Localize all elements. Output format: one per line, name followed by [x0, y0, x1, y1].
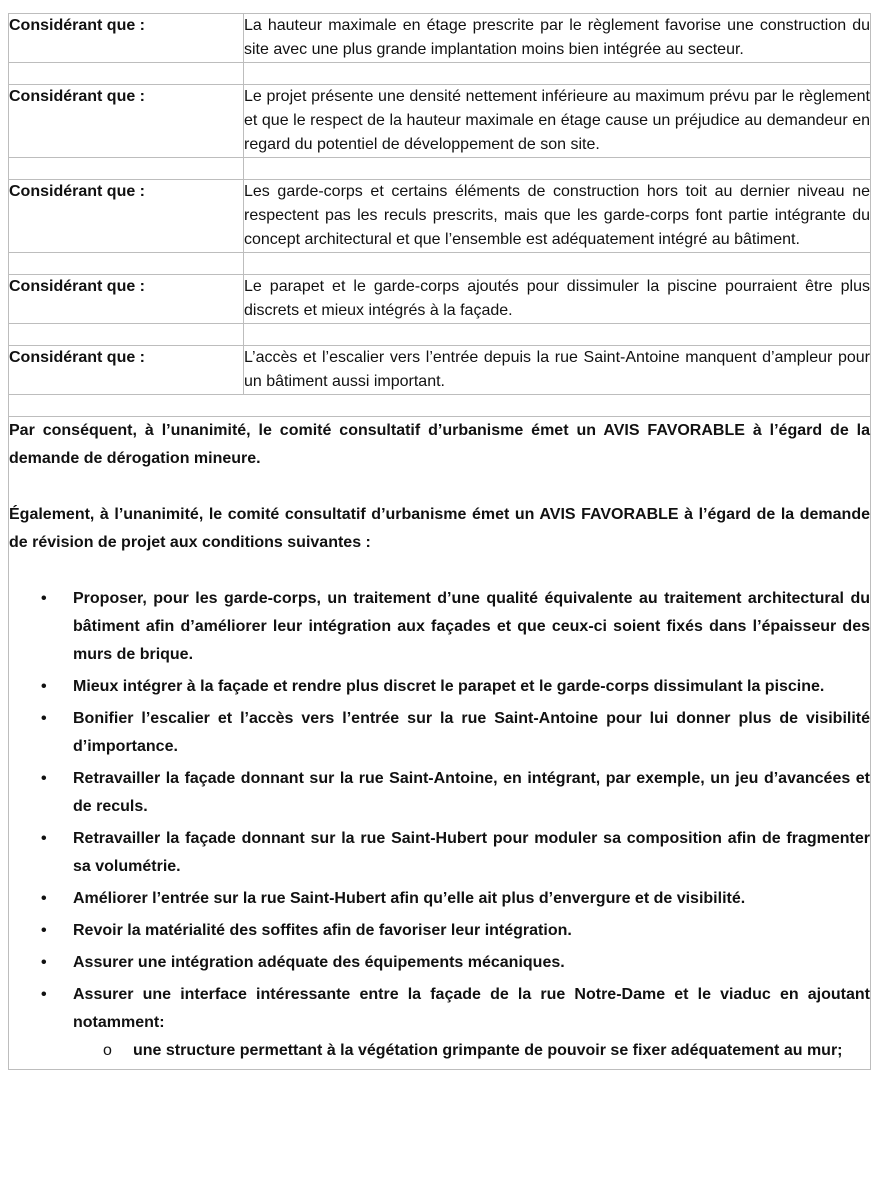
consideration-text: Le projet présente une densité nettement inférieure au maximum prévu par le règlement et que le respect de la hauteur maximale en étage cause un préjudice au demandeur en regard du potentiel de développement de son site. [244, 85, 871, 158]
consideration-row [9, 275, 871, 324]
condition-text: Retravailler la façade donnant sur la rue Saint-Hubert pour moduler sa composition afin de fragmenter sa volumétrie. [73, 830, 870, 875]
conclusion-cell [9, 417, 871, 1070]
circle-bullet-icon: o [103, 1042, 112, 1059]
consideration-row [9, 346, 871, 395]
paragraph-gap [9, 473, 870, 501]
consideration-row [9, 180, 871, 253]
consideration-label: Considérant que : [9, 180, 244, 253]
consideration-row [9, 85, 871, 158]
condition-item [41, 673, 870, 701]
bullet-icon: • [41, 590, 47, 607]
consideration-label: Considérant que : [9, 346, 244, 395]
spacer-row [9, 395, 871, 417]
condition-text: Améliorer l’entrée sur la rue Saint-Hubert afin qu’elle ait plus d’envergure et de visibilité. [73, 890, 746, 907]
bullet-icon: • [41, 710, 47, 727]
consideration-text: Le parapet et le garde-corps ajoutés pour dissimuler la piscine pourraient être plus discrets et mieux intégrés à la façade. [244, 275, 871, 324]
bullet-icon: • [41, 922, 47, 939]
bullet-icon: • [41, 954, 47, 971]
bullet-icon: • [41, 678, 47, 695]
condition-text: Assurer une intégration adéquate des équipements mécaniques. [73, 954, 565, 971]
sub-conditions-list [73, 1037, 870, 1065]
consideration-label: Considérant que : [9, 275, 244, 324]
condition-item [41, 885, 870, 913]
condition-item [41, 765, 870, 821]
consideration-text: Les garde-corps et certains éléments de construction hors toit au dernier niveau ne respectent pas les reculs prescrits, mais que les garde-corps font partie intégrante du concept architectural et que l’ensemble est adéquatement intégré au bâtiment. [244, 180, 871, 253]
conditions-list [9, 585, 870, 1065]
paragraph-gap [9, 557, 870, 585]
condition-item [41, 585, 870, 669]
sub-condition-item [103, 1037, 870, 1065]
condition-text: Proposer, pour les garde-corps, un traitement d’une qualité équivalente au traitement architectural du bâtiment afin d’améliorer leur intégration aux façades et que ceux-ci soient fixés dans l’épaisseur des murs de brique. [73, 590, 870, 663]
condition-item [41, 981, 870, 1065]
condition-text: Mieux intégrer à la façade et rendre plus discret le parapet et le garde-corps dissimulant la piscine. [73, 678, 825, 695]
spacer-row [9, 324, 871, 346]
spacer-row [9, 253, 871, 275]
consideration-text: La hauteur maximale en étage prescrite par le règlement favorise une construction du site avec une plus grande implantation moins bien intégrée au secteur. [244, 14, 871, 63]
sub-condition-text: une structure permettant à la végétation grimpante de pouvoir se fixer adéquatement au mur; [133, 1042, 843, 1059]
condition-text: Bonifier l’escalier et l’accès vers l’entrée sur la rue Saint-Antoine pour lui donner plus de visibilité d’importance. [73, 710, 870, 755]
bullet-icon: • [41, 830, 47, 847]
considerations-table [8, 13, 871, 1070]
condition-text: Retravailler la façade donnant sur la rue Saint-Antoine, en intégrant, par exemple, un jeu d’avancées et de reculs. [73, 770, 870, 815]
conditions-intro-paragraph: Également, à l’unanimité, le comité consultatif d’urbanisme émet un AVIS FAVORABLE à l’égard de la demande de révision de projet aux conditions suivantes : [9, 506, 870, 551]
conclusion-row [9, 417, 871, 1070]
spacer-row [9, 63, 871, 85]
condition-item [41, 949, 870, 977]
consideration-label: Considérant que : [9, 14, 244, 63]
condition-text: Revoir la matérialité des soffites afin de favoriser leur intégration. [73, 922, 572, 939]
condition-text: Assurer une interface intéressante entre la façade de la rue Notre-Dame et le viaduc en ajoutant notamment: [73, 986, 870, 1031]
consideration-row [9, 14, 871, 63]
bullet-icon: • [41, 890, 47, 907]
condition-item [41, 825, 870, 881]
spacer-row [9, 158, 871, 180]
consideration-label: Considérant que : [9, 85, 244, 158]
consideration-text: L’accès et l’escalier vers l’entrée depuis la rue Saint-Antoine manquent d’ampleur pour un bâtiment aussi important. [244, 346, 871, 395]
bullet-icon: • [41, 770, 47, 787]
unanimous-favorable-paragraph: Par conséquent, à l’unanimité, le comité consultatif d’urbanisme émet un AVIS FAVORABLE à l’égard de la demande de dérogation mineure. [9, 422, 870, 467]
bullet-icon: • [41, 986, 47, 1003]
condition-item [41, 917, 870, 945]
condition-item [41, 705, 870, 761]
